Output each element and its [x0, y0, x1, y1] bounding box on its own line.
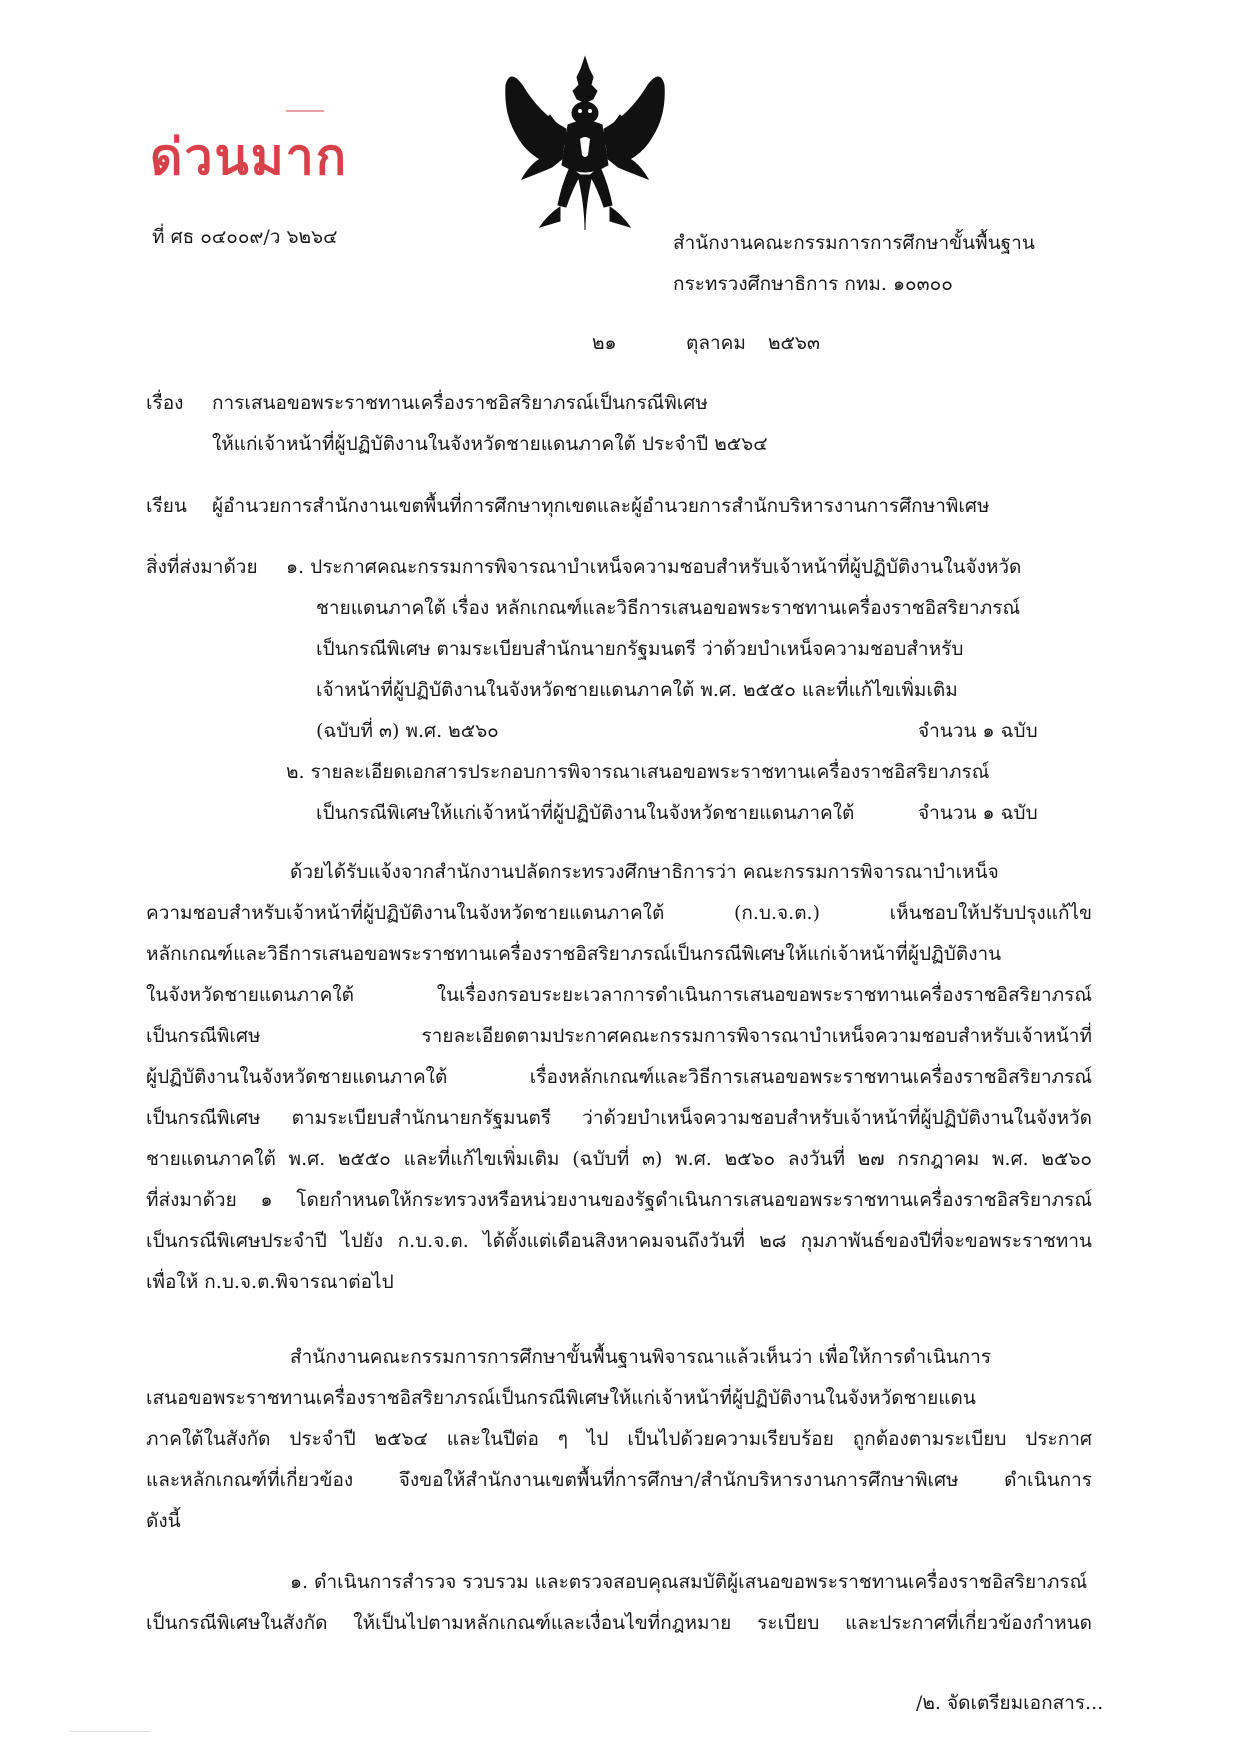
stamp-mark: [286, 110, 324, 112]
body-paragraph-1-line: ผู้ปฏิบัติงานในจังหวัดชายแดนภาคใต้ เรื่องหลักเกณฑ์และวิธีการเสนอขอพระราชทานเครื่องราชอิสริยาภรณ์: [146, 1066, 1092, 1088]
subject-line-2: ให้แก่เจ้าหน้าที่ผู้ปฏิบัติงานในจังหวัดชายแดนภาคใต้ ประจำปี ๒๕๖๔: [212, 433, 768, 455]
body-paragraph-2-line: และหลักเกณฑ์ที่เกี่ยวข้อง จึงขอให้สำนักงานเขตพื้นที่การศึกษา/สำนักบริหารงานการศึกษาพิเศษ ดำเนินการ: [146, 1469, 1092, 1491]
body-paragraph-1-line: ความชอบสำหรับเจ้าหน้าที่ผู้ปฏิบัติงานในจังหวัดชายแดนภาคใต้ (ก.บ.จ.ต.) เห็นชอบให้ปรับปรุงแก้ไข: [146, 902, 1092, 924]
enclosures-label: สิ่งที่ส่งมาด้วย: [146, 556, 258, 578]
enclosure-1-line: (ฉบับที่ ๓) พ.ศ. ๒๕๖๐: [316, 720, 499, 742]
body-paragraph-2-line: สำนักงานคณะกรรมการการศึกษาขั้นพื้นฐานพิจารณาแล้วเห็นว่า เพื่อให้การดำเนินการ: [290, 1346, 992, 1368]
urgency-stamp: ด่วนมาก: [150, 128, 349, 186]
enclosure-1-line: ๑. ประกาศคณะกรรมการพิจารณาบำเหน็จความชอบสำหรับเจ้าหน้าที่ผู้ปฏิบัติงานในจังหวัด: [286, 556, 1022, 578]
body-paragraph-1-line: หลักเกณฑ์และวิธีการเสนอขอพระราชทานเครื่องราชอิสริยาภรณ์เป็นกรณีพิเศษให้แก่เจ้าหน้าที่ผู้ปฏิบัติงาน: [146, 943, 1002, 965]
body-paragraph-2-line: ดังนี้: [146, 1510, 181, 1532]
body-paragraph-1-line: ด้วยได้รับแจ้งจากสำนักงานปลัดกระทรวงศึกษาธิการว่า คณะกรรมการพิจารณาบำเหน็จ: [290, 861, 999, 883]
body-paragraph-2-line: ภาคใต้ในสังกัด ประจำปี ๒๕๖๔ และในปีต่อ ๆ ไป เป็นไปด้วยความเรียบร้อย ถูกต้องตามระเบียบ ประกาศ: [146, 1428, 1092, 1450]
body-paragraph-1-line: เพื่อให้ ก.บ.จ.ต.พิจารณาต่อไป: [146, 1271, 394, 1293]
subject-label: เรื่อง: [146, 392, 184, 414]
date-day: ๒๑: [592, 332, 617, 354]
date-month: ตุลาคม: [686, 332, 746, 354]
reference-number: ที่ ศธ ๐๔๐๐๙/ว ๖๒๖๔: [152, 226, 338, 248]
body-paragraph-1-line: ที่ส่งมาด้วย ๑ โดยกำหนดให้กระทรวงหรือหน่วยงานของรัฐดำเนินการเสนอขอพระราชทานเครื่องราชอิสริยาภรณ์: [146, 1189, 1092, 1211]
body-paragraph-3-line: ๑. ดำเนินการสำรวจ รวบรวม และตรวจสอบคุณสมบัติผู้เสนอขอพระราชทานเครื่องราชอิสริยาภรณ์: [290, 1571, 1088, 1593]
recipient-text: ผู้อำนวยการสำนักงานเขตพื้นที่การศึกษาทุกเขตและผู้อำนวยการสำนักบริหารงานการศึกษาพิเศษ: [212, 495, 990, 517]
page-continuation: /๒. จัดเตรียมเอกสาร...: [916, 1692, 1104, 1714]
body-paragraph-1-line: เป็นกรณีพิเศษ รายละเอียดตามประกาศคณะกรรมการพิจารณาบำเหน็จความชอบสำหรับเจ้าหน้าที่: [146, 1025, 1092, 1047]
body-paragraph-1-line: ชายแดนภาคใต้ พ.ศ. ๒๕๕๐ และที่แก้ไขเพิ่มเติม (ฉบับที่ ๓) พ.ศ. ๒๕๖๐ ลงวันที่ ๒๗ กรกฎาคม พ.ศ. ๒๕๖๐: [146, 1148, 1092, 1170]
enclosure-1-line: เป็นกรณีพิเศษ ตามระเบียบสำนักนายกรัฐมนตรี ว่าด้วยบำเหน็จความชอบสำหรับ: [316, 638, 964, 660]
enclosure-2-quantity: จำนวน ๑ ฉบับ: [918, 802, 1038, 824]
recipient-label: เรียน: [146, 495, 187, 517]
enclosure-2-line: ๒. รายละเอียดเอกสารประกอบการพิจารณาเสนอขอพระราชทานเครื่องราชอิสริยาภรณ์: [286, 761, 990, 783]
office-address: กระทรวงศึกษาธิการ กทม. ๑๐๓๐๐: [673, 273, 953, 295]
garuda-emblem-icon: [500, 55, 670, 240]
enclosure-1-quantity: จำนวน ๑ ฉบับ: [918, 720, 1038, 742]
body-paragraph-1-line: เป็นกรณีพิเศษ ตามระเบียบสำนักนายกรัฐมนตรี ว่าด้วยบำเหน็จความชอบสำหรับเจ้าหน้าที่ผู้ปฏิบัติงานในจังหวัด: [146, 1107, 1092, 1129]
subject-line-1: การเสนอขอพระราชทานเครื่องราชอิสริยาภรณ์เป็นกรณีพิเศษ: [212, 392, 708, 414]
body-paragraph-1-line: ในจังหวัดชายแดนภาคใต้ ในเรื่องกรอบระยะเวลาการดำเนินการเสนอขอพระราชทานเครื่องราชอิสริยาภรณ์: [146, 984, 1092, 1006]
issuing-office: สำนักงานคณะกรรมการการศึกษาขั้นพื้นฐาน: [673, 232, 1035, 254]
enclosure-2-line: เป็นกรณีพิเศษให้แก่เจ้าหน้าที่ผู้ปฏิบัติงานในจังหวัดชายแดนภาคใต้: [316, 802, 855, 824]
body-paragraph-3-line: เป็นกรณีพิเศษในสังกัด ให้เป็นไปตามหลักเกณฑ์และเงื่อนไขที่กฎหมาย ระเบียบ และประกาศที่เกี่ยวข้องกำหนด: [146, 1612, 1092, 1634]
scan-edge-mark: [70, 1731, 150, 1732]
body-paragraph-2-line: เสนอขอพระราชทานเครื่องราชอิสริยาภรณ์เป็นกรณีพิเศษให้แก่เจ้าหน้าที่ผู้ปฏิบัติงานในจังหวัดชายแดน: [146, 1387, 976, 1409]
enclosure-1-line: ชายแดนภาคใต้ เรื่อง หลักเกณฑ์และวิธีการเสนอขอพระราชทานเครื่องราชอิสริยาภรณ์: [316, 597, 1021, 619]
date-year: ๒๕๖๓: [768, 332, 820, 354]
body-paragraph-1-line: เป็นกรณีพิเศษประจำปี ไปยัง ก.บ.จ.ต. ได้ตั้งแต่เดือนสิงหาคมจนถึงวันที่ ๒๘ กุมภาพันธ์ของปีที่จะขอพระราชทาน: [146, 1230, 1092, 1252]
enclosure-1-line: เจ้าหน้าที่ผู้ปฏิบัติงานในจังหวัดชายแดนภาคใต้ พ.ศ. ๒๕๕๐ และที่แก้ไขเพิ่มเติม: [316, 679, 958, 701]
